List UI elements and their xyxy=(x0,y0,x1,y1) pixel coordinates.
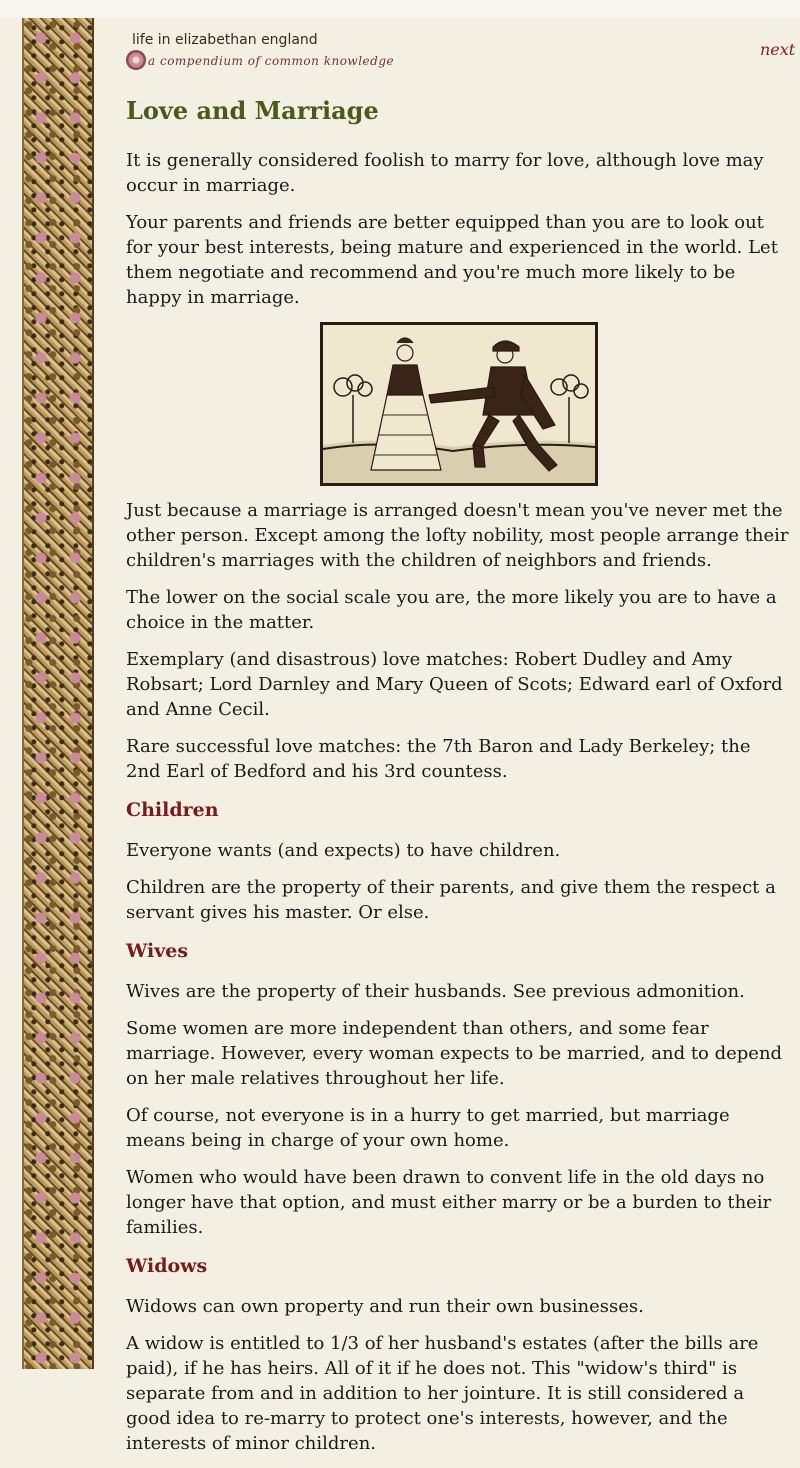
paragraph: Just because a marriage is arranged doesn't mean you've never met the other person. Except among the lofty nobility, most people arrange their children's marriages with the children of neighbors and friends. xyxy=(126,500,789,571)
decorative-floral-border xyxy=(22,18,94,1369)
paragraph: Children are the property of their parents, and give them the respect a servant gives his master. Or else. xyxy=(126,877,776,923)
paragraph: Exemplary (and disastrous) love matches: Robert Dudley and Amy Robsart; Lord Darnley and Mary Queen of Scots; Edward earl of Oxford and Anne Cecil. xyxy=(126,649,783,720)
paragraph: Women who would have been drawn to convent life in the old days no longer have that option, and must either marry or be a burden to their families. xyxy=(126,1167,772,1238)
courting-couple-woodcut-icon xyxy=(323,325,595,483)
paragraph: A widow is entitled to 1/3 of her husband's estates (after the bills are paid), if he has heirs. All of it if he does not. This "widow's third" is separate from and in addition to her jointure. It is still considered a good idea to re-marry to protect one's interests, however, and the interests of minor children. xyxy=(126,1333,759,1454)
paragraph: Widows can own property and run their own businesses. xyxy=(126,1296,644,1317)
paragraph: Some women are more independent than others, and some fear marriage. However, every woman expects to be married, and to depend on her male relatives throughout her life. xyxy=(126,1018,783,1089)
main-content xyxy=(126,94,790,1468)
section-heading-widows: Widows xyxy=(126,1255,208,1277)
paragraph: It is generally considered foolish to marry for love, although love may occur in marriage. xyxy=(126,150,764,196)
woodcut-image xyxy=(320,322,598,486)
logo-title: life in elizabethan england xyxy=(132,32,318,48)
section-heading-children: Children xyxy=(126,799,219,821)
paragraph: Rare successful love matches: the 7th Baron and Lady Berkeley; the 2nd Earl of Bedford and his 3rd countess. xyxy=(126,736,751,782)
logo-subtitle: a compendium of common knowledge xyxy=(148,54,395,68)
section-heading-wives: Wives xyxy=(126,940,189,962)
next-link[interactable]: next xyxy=(760,40,796,59)
page-title: Love and Marriage xyxy=(126,96,379,125)
rose-icon xyxy=(126,50,146,70)
site-logo[interactable] xyxy=(126,30,395,80)
paragraph: Of course, not everyone is in a hurry to get married, but marriage means being in charge of your own home. xyxy=(126,1105,730,1151)
top-bar xyxy=(0,0,800,18)
paragraph: The lower on the social scale you are, the more likely you are to have a choice in the matter. xyxy=(126,587,777,633)
paragraph: Your parents and friends are better equipped than you are to look out for your best interests, being mature and experienced in the world. Let them negotiate and recommend and you're much more likely to be happy in marriage. xyxy=(126,212,778,308)
paragraph: Everyone wants (and expects) to have children. xyxy=(126,840,561,861)
paragraph: Wives are the property of their husbands. See previous admonition. xyxy=(126,981,745,1002)
